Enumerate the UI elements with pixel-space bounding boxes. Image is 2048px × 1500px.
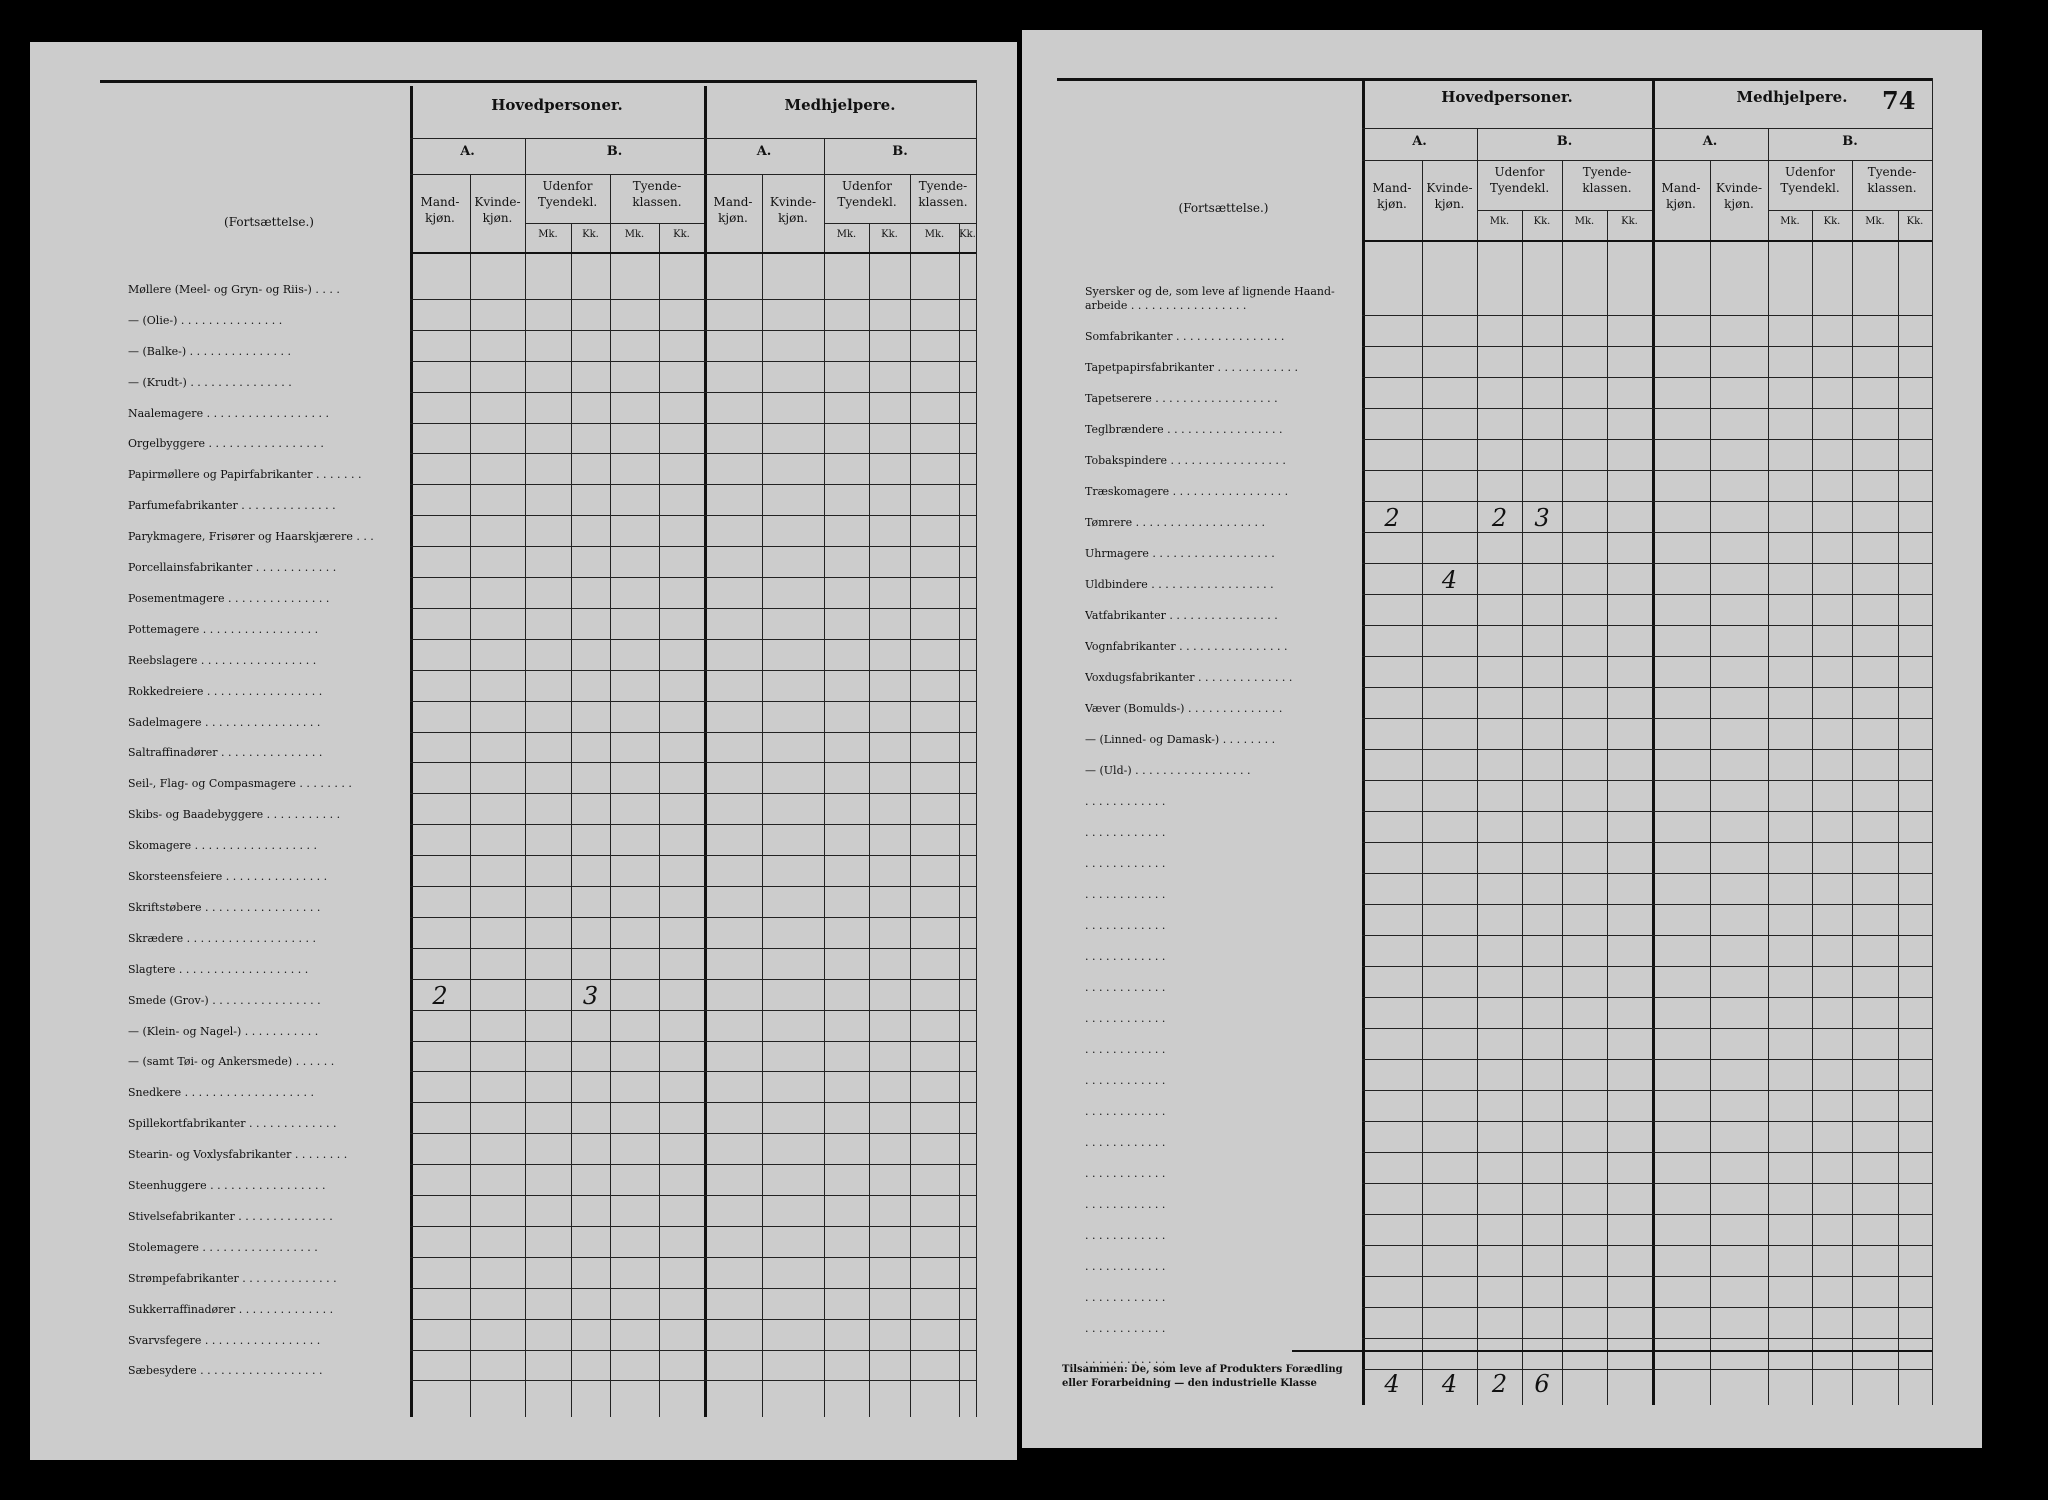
row-label: Somfabrikanter . . . . . . . . . . . . . . . . [1085,330,1285,343]
row-label: . . . . . . . . . . . . [1085,1229,1166,1242]
kvindekjon-header: Kvinde- kjøn. [1426,181,1473,211]
row-line [410,979,976,980]
row-label: Porcellainsfabrikanter . . . . . . . . . . . . [128,561,337,574]
row-line [410,793,976,794]
row-label: Skriftstøbere . . . . . . . . . . . . . . . . . [128,900,321,914]
total-value: 2 [1491,1370,1508,1398]
kk-header: Kk. [881,229,898,240]
row-line [410,392,976,393]
tyendeklassen-header: Tyende- klassen. [1582,165,1632,195]
row-label: . . . . . . . . . . . . [1085,1012,1166,1025]
row-line [410,453,976,454]
row-label: Stivelsefabrikanter . . . . . . . . . . . . . . [128,1209,333,1223]
mandkjon-header: Mand- kjøn. [1372,181,1412,211]
cell-value: 4 [1441,566,1458,594]
mk-header: Mk. [624,229,645,240]
total-value: 4 [1384,1370,1400,1398]
row-label: . . . . . . . . . . . . [1085,950,1166,963]
row-line [410,639,976,640]
row-label: . . . . . . . . . . . . [1085,1167,1166,1180]
column-a-header: A. [1702,134,1718,149]
kk-header: Kk. [1906,216,1924,227]
row-line [410,515,976,516]
row-line [1362,1090,1932,1091]
row-line [1362,439,1932,440]
row-label: Skrædere . . . . . . . . . . . . . . . . . . . [128,931,316,945]
top-rule [1057,78,1932,81]
kk-header: Kk. [673,229,690,240]
column-a-header: A. [756,144,772,159]
total-value: 6 [1534,1370,1550,1398]
row-label: Skomagere . . . . . . . . . . . . . . . . . . [128,839,318,853]
kk-header: Kk. [1823,216,1841,227]
kvindekjon-header: Kvinde- kjøn. [474,195,521,225]
row-label: — (Linned- og Damask-) . . . . . . . . [1085,733,1276,746]
column-divider [1898,210,1899,1405]
row-label: Sukkerraffinadører . . . . . . . . . . . . . . [128,1302,334,1316]
row-label: Steenhuggere . . . . . . . . . . . . . . . . . [128,1179,326,1192]
row-line [1362,377,1932,378]
row-label: Rokkedreiere . . . . . . . . . . . . . . . . . [128,684,323,698]
kk-header: Kk. [959,229,976,240]
mk-header: Mk. [1780,216,1800,227]
row-label: Stolemagere . . . . . . . . . . . . . . . . . [128,1240,318,1254]
row-line [410,423,976,424]
row-line [410,1380,976,1381]
total-value: 4 [1441,1370,1458,1398]
column-divider [659,223,660,1417]
page-number: 74 [1882,86,1916,115]
row-label: Væver (Bomulds-) . . . . . . . . . . . . . . [1085,702,1283,715]
column-b-header: B. [606,144,623,159]
row-line [1362,904,1932,905]
row-label: Strømpefabrikanter . . . . . . . . . . . . . . [128,1271,337,1285]
row-line [1362,594,1932,595]
row-label: — (Balke-) . . . . . . . . . . . . . . . [128,344,292,358]
row-label: — (Krudt-) . . . . . . . . . . . . . . . [128,375,292,389]
row-label: Teglbrændere . . . . . . . . . . . . . . . . . [1085,423,1283,436]
row-line [1362,501,1932,502]
row-label: Slagtere . . . . . . . . . . . . . . . . . . . [128,962,309,976]
row-line [410,299,976,300]
group-header-medhjelpere: Medhjelpere. [1736,88,1848,106]
column-b-header: B. [1842,134,1858,149]
tyendeklassen-header: Tyende- klassen. [1867,165,1917,195]
row-line [410,1071,976,1072]
header-line [1768,210,1932,211]
header-bottom-line [1362,240,1932,242]
mk-header: Mk. [538,229,558,240]
total-label: Tilsammen: De, som leve af Produkters Forædling eller Forarbeidning — den industrielle Klasse [1062,1364,1343,1389]
row-line [410,608,976,609]
row-label: Posementmagere . . . . . . . . . . . . . . . [128,591,330,605]
row-label: Tapetpapirsfabrikanter . . . . . . . . . . . . [1085,361,1298,374]
row-line [1362,1152,1932,1153]
row-label: . . . . . . . . . . . . [1085,919,1166,932]
row-label: Parykmagere, Frisører og Haarskjærere . . . [128,530,374,544]
tyendeklassen-header: Tyende- klassen. [632,179,682,209]
row-label: Vognfabrikanter . . . . . . . . . . . . . . . . [1085,640,1288,653]
row-line [410,948,976,949]
row-line [410,917,976,918]
row-line [410,1195,976,1196]
row-label: Sadelmagere . . . . . . . . . . . . . . . . . [128,715,321,729]
row-label: . . . . . . . . . . . . [1085,1198,1166,1211]
row-line [410,1319,976,1320]
column-divider [1652,78,1655,1405]
row-label: Reebslagere . . . . . . . . . . . . . . . . . [128,653,317,667]
row-line [1362,656,1932,657]
mk-header: Mk. [924,229,945,240]
row-label: Smede (Grov-) . . . . . . . . . . . . . . . . [128,993,321,1007]
row-line [1362,718,1932,719]
row-label: Orgelbyggere . . . . . . . . . . . . . . . . . [128,437,324,451]
row-line [410,1010,976,1011]
column-divider [1812,210,1813,1405]
group-header-hovedpersoner: Hovedpersoner. [1441,88,1573,106]
row-label: Seil-, Flag- og Compasmagere . . . . . . . . [128,777,352,791]
column-b-header: B. [892,144,908,159]
row-label: Træskomagere . . . . . . . . . . . . . . . . . [1085,485,1289,498]
row-label: Svarvsfegere . . . . . . . . . . . . . . . . . [128,1333,321,1347]
row-label: . . . . . . . . . . . . [1085,857,1166,870]
row-line [410,1226,976,1227]
row-label: Papirmøllere og Papirfabrikanter . . . . . . . [128,468,362,482]
row-label: . . . . . . . . . . . . [1085,1074,1166,1087]
row-label: Naalemagere . . . . . . . . . . . . . . . . . . [128,406,329,420]
row-line [410,701,976,702]
row-label: . . . . . . . . . . . . [1085,1136,1166,1149]
column-divider [869,223,870,1417]
row-line [410,546,976,547]
row-line [1362,532,1932,533]
kk-header: Kk. [582,229,599,240]
mk-header: Mk. [836,229,857,240]
row-line [1362,873,1932,874]
column-a-header: A. [1412,134,1427,149]
kk-header: Kk. [1533,216,1551,227]
row-label: . . . . . . . . . . . . [1085,795,1166,808]
kvindekjon-header: Kvinde- kjøn. [769,195,817,225]
row-label: — (Uld-) . . . . . . . . . . . . . . . . . [1085,764,1251,777]
group-header-medhjelpere: Medhjelpere. [784,96,896,114]
row-line [1362,1245,1932,1246]
row-line [1362,1214,1932,1215]
row-line [410,361,976,362]
cell-value: 3 [1534,504,1550,532]
row-line [410,824,976,825]
kk-header: Kk. [1621,216,1638,227]
udenfor-tyendekl-header: Udenfor Tyendekl. [1489,165,1550,195]
group-header-hovedpersoner: Hovedpersoner. [491,96,623,114]
row-label: Snedkere . . . . . . . . . . . . . . . . . . . [128,1086,314,1100]
row-line [1362,1183,1932,1184]
mk-header: Mk. [1574,216,1595,227]
row-label: Stearin- og Voxlysfabrikanter . . . . . . . . [128,1148,348,1162]
row-line [1362,749,1932,750]
column-divider [1932,78,1933,1405]
row-label: Sæbesydere . . . . . . . . . . . . . . . . . . [128,1364,323,1378]
header-line [525,223,704,224]
row-line [1362,687,1932,688]
row-label: . . . . . . . . . . . . [1085,826,1166,839]
row-line [410,1133,976,1134]
row-label: Vatfabrikanter . . . . . . . . . . . . . . . . [1085,609,1278,622]
row-line [1362,966,1932,967]
row-line [410,762,976,763]
row-line [410,1102,976,1103]
row-label: — (samt Tøi- og Ankersmede) . . . . . . [128,1055,335,1069]
row-label: — (Klein- og Nagel-) . . . . . . . . . . . [128,1024,319,1038]
row-line [410,330,976,331]
mandkjon-header: Mand- kjøn. [1661,181,1701,211]
row-line [1362,563,1932,564]
column-divider [1362,78,1365,1405]
row-line [410,1288,976,1289]
row-line [410,855,976,856]
row-label: Skibs- og Baadebyggere . . . . . . . . . . . [128,808,341,822]
mandkjon-header: Mand- kjøn. [420,195,460,225]
row-label: . . . . . . . . . . . . [1085,1353,1166,1366]
row-label: Tobakspindere . . . . . . . . . . . . . . . . . [1085,454,1286,467]
row-line [1362,935,1932,936]
row-line [1362,625,1932,626]
row-label: Uldbindere . . . . . . . . . . . . . . . . . . [1085,578,1274,591]
row-label: . . . . . . . . . . . . [1085,1260,1166,1273]
row-label: Tømrere . . . . . . . . . . . . . . . . . . . [1085,516,1265,529]
row-line [1362,408,1932,409]
mk-header: Mk. [1489,216,1510,227]
udenfor-tyendekl-header: Udenfor Tyendekl. [1780,165,1840,195]
column-divider [410,86,413,1417]
row-label: . . . . . . . . . . . . [1085,981,1166,994]
row-label: Saltraffinadører . . . . . . . . . . . . . . . [128,746,323,760]
row-line [410,1257,976,1258]
row-label: . . . . . . . . . . . . [1085,1291,1166,1304]
row-label: Spillekortfabrikanter . . . . . . . . . . . . . [128,1117,337,1131]
row-label: . . . . . . . . . . . . [1085,1105,1166,1118]
udenfor-tyendekl-header: Udenfor Tyendekl. [837,179,897,209]
column-divider [959,223,960,1417]
row-line [1362,1028,1932,1029]
mandkjon-header: Mand- kjøn. [713,195,753,225]
row-line [410,577,976,578]
header-bottom-line [410,252,976,254]
header-line [410,174,976,175]
right-page [1022,30,1982,1448]
column-divider [1607,210,1608,1405]
cell-value: 2 [1491,504,1508,532]
left-page [30,42,1017,1460]
column-b-header: B. [1556,134,1573,149]
row-label: Parfumefabrikanter . . . . . . . . . . . . . . [128,499,336,513]
row-line [1362,1276,1932,1277]
row-line [410,1164,976,1165]
header-line [1362,160,1932,161]
column-a-header: A. [460,144,475,159]
row-label: Syersker og de, som leve af lignende Haand- arbeide . . . . . . . . . . . . . . . . . [1085,285,1335,312]
row-line [1362,997,1932,998]
row-line [1362,346,1932,347]
row-line [1362,1338,1932,1339]
column-divider [571,223,572,1417]
mk-header: Mk. [1865,216,1885,227]
tyendeklassen-header: Tyende- klassen. [918,179,968,209]
row-line [410,1350,976,1351]
column-divider [976,80,977,1417]
row-line [410,886,976,887]
row-line [410,670,976,671]
row-line [410,484,976,485]
row-label: Voxdugsfabrikanter . . . . . . . . . . . . . . [1085,671,1293,684]
row-label: Møllere (Meel- og Gryn- og Riis-) . . . . [128,282,340,296]
header-line [410,138,976,139]
row-label: . . . . . . . . . . . . [1085,1322,1166,1335]
column-divider [704,86,707,1417]
row-label: Tapetserere . . . . . . . . . . . . . . . . . . [1085,392,1278,405]
row-line [1362,470,1932,471]
row-line [1362,842,1932,843]
top-rule [100,80,976,83]
row-line [1362,1121,1932,1122]
cell-value: 2 [432,981,448,1010]
column-divider [1522,210,1523,1405]
row-label: . . . . . . . . . . . . [1085,1043,1166,1056]
row-label: — (Olie-) . . . . . . . . . . . . . . . [128,313,283,327]
cell-value: 3 [582,981,599,1010]
row-line [1362,315,1932,316]
row-line [1362,1059,1932,1060]
row-line [410,1041,976,1042]
header-line [824,223,976,224]
udenfor-tyendekl-header: Udenfor Tyendekl. [537,179,598,209]
header-line [1477,210,1652,211]
total-line [1292,1350,1932,1352]
cell-value: 2 [1384,504,1400,532]
kvindekjon-header: Kvinde- kjøn. [1715,181,1763,211]
row-label: . . . . . . . . . . . . [1085,888,1166,901]
row-label: Uhrmagere . . . . . . . . . . . . . . . . . . [1085,547,1275,560]
row-line [1362,780,1932,781]
row-label: Skorsteensfeiere . . . . . . . . . . . . . . . [128,870,328,883]
row-line [410,732,976,733]
row-label: Pottemagere . . . . . . . . . . . . . . . . . [128,622,319,636]
header-line [1362,128,1932,129]
continuation-label: (Fortsættelse.) [1178,201,1269,215]
row-line [1362,1307,1932,1308]
row-line [1362,811,1932,812]
continuation-label: (Fortsættelse.) [224,215,314,229]
